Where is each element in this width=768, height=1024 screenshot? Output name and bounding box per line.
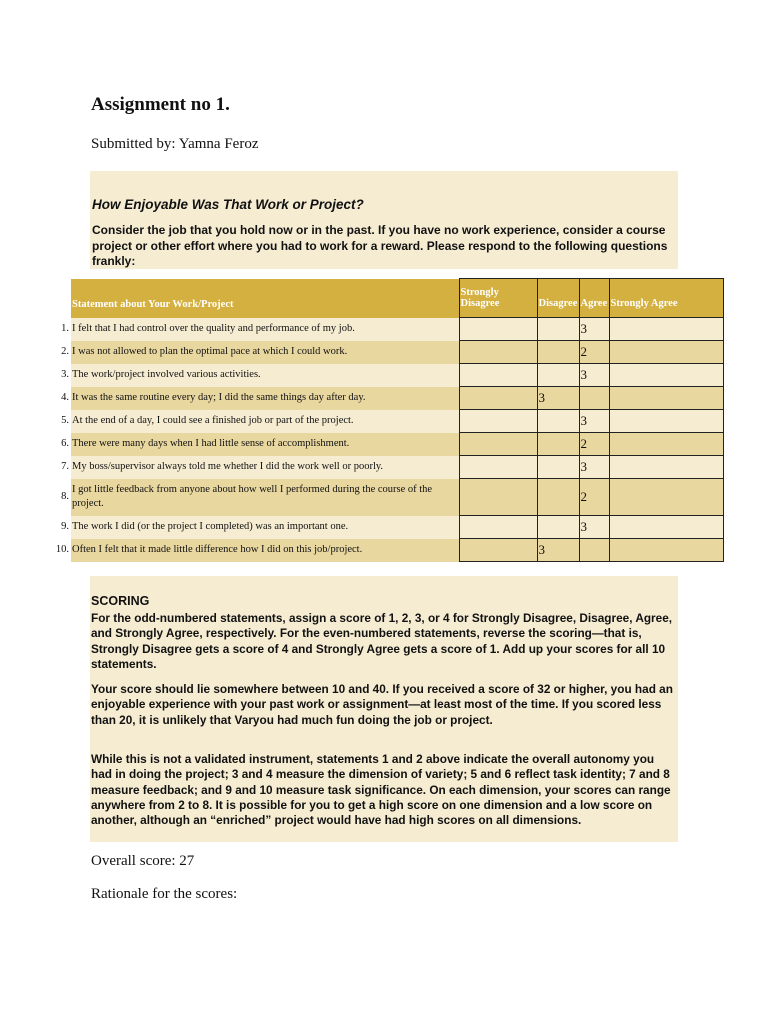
disagree-cell	[537, 433, 579, 456]
strongly-disagree-cell	[459, 479, 537, 516]
statement-text: I felt that I had control over the quality and performance of my job.	[72, 323, 355, 334]
agree-cell: 3	[579, 516, 609, 539]
disagree-cell	[537, 364, 579, 387]
statement-text: My boss/supervisor always told me whether I did the work well or poorly.	[72, 461, 384, 472]
statement-number: 4.	[61, 392, 69, 403]
statement-text: At the end of a day, I could see a finished job or part of the project.	[72, 415, 354, 426]
strongly-agree-cell	[609, 516, 723, 539]
statement-text: The work/project involved various activities.	[72, 369, 261, 380]
statement-text: There were many days when I had little sense of accomplishment.	[72, 438, 350, 449]
statement-number: 8.	[61, 491, 69, 502]
disagree-cell: 3	[537, 539, 579, 562]
strongly-disagree-cell	[459, 387, 537, 410]
statement-cell	[61, 410, 459, 433]
strongly-disagree-cell	[459, 410, 537, 433]
overall-score: Overall score: 27	[91, 853, 195, 869]
statement-cell	[61, 318, 459, 341]
strongly-agree-cell	[609, 341, 723, 364]
agree-cell: 3	[579, 410, 609, 433]
submitted-by: Submitted by: Yamna Feroz	[91, 136, 259, 152]
statement-number: 6.	[61, 438, 69, 449]
table-row	[71, 456, 723, 479]
column-header-strongly-agree: Strongly Agree	[609, 279, 723, 318]
table-row	[71, 341, 723, 364]
strongly-disagree-cell	[459, 433, 537, 456]
scoring-paragraph-3: While this is not a validated instrument, statements 1 and 2 above indicate the overall autonomy you had in doing the project; 3 and 4 measure the dimension of variety; 5 and 6 reflect task identity; 7 and 8 measure feedback; and 9 and 10 measure task significance. On each dimension, your scores can range anywhere from 2 to 8. It is possible for you to get a high score on one dimension and a low score on another, although an “enriched” project would have had high scores on all dimensions.	[91, 752, 671, 828]
table-row	[71, 318, 723, 341]
agree-cell	[579, 539, 609, 562]
table-row	[71, 387, 723, 410]
statement-text: I was not allowed to plan the optimal pace at which I could work.	[72, 346, 348, 357]
scoring-paragraph-2: Your score should lie somewhere between 10 and 40. If you received a score of 32 or higher, you had an enjoyable experience with your past work or assignment—at least most of the time. If you scored less than 20, it is unlikely that Varyou had much fun doing the job or project.	[91, 682, 673, 727]
table-row	[71, 479, 723, 516]
column-header-strongly-disagree: Strongly Disagree	[459, 279, 537, 318]
agree-cell: 2	[579, 479, 609, 516]
column-header-statement: Statement about Your Work/Project	[71, 279, 459, 318]
disagree-cell	[537, 410, 579, 433]
statement-number: 5.	[61, 415, 69, 426]
statement-text: Often I felt that it made little difference how I did on this job/project.	[72, 544, 363, 555]
statement-text: It was the same routine every day; I did the same things day after day.	[72, 392, 366, 403]
strongly-disagree-cell	[459, 516, 537, 539]
strongly-disagree-cell	[459, 364, 537, 387]
statement-cell	[55, 539, 459, 562]
agree-cell: 3	[579, 318, 609, 341]
strongly-agree-cell	[609, 318, 723, 341]
table-row	[71, 364, 723, 387]
strongly-agree-cell	[609, 433, 723, 456]
statement-cell	[61, 456, 459, 479]
agree-cell: 3	[579, 456, 609, 479]
strongly-disagree-cell	[459, 318, 537, 341]
survey-header-row	[71, 279, 723, 318]
statement-cell	[61, 387, 459, 410]
disagree-cell	[537, 341, 579, 364]
statement-number: 3.	[61, 369, 69, 380]
agree-cell	[579, 387, 609, 410]
statement-number: 1.	[61, 323, 69, 334]
strongly-agree-cell	[609, 387, 723, 410]
statement-cell	[61, 341, 459, 364]
disagree-cell	[537, 318, 579, 341]
statement-cell	[61, 479, 459, 516]
document-title: Assignment no 1.	[91, 94, 230, 115]
strongly-agree-cell	[609, 410, 723, 433]
statement-number: 7.	[61, 461, 69, 472]
strongly-agree-cell	[609, 479, 723, 516]
strongly-agree-cell	[609, 539, 723, 562]
table-row	[71, 516, 723, 539]
column-header-disagree: Disagree	[537, 279, 579, 318]
survey-heading: How Enjoyable Was That Work or Project?	[92, 197, 364, 212]
statement-number: 9.	[61, 521, 69, 532]
survey-table	[55, 278, 724, 562]
table-row	[71, 539, 723, 562]
disagree-cell: 3	[537, 387, 579, 410]
rationale-label: Rationale for the scores:	[91, 886, 238, 902]
statement-cell	[61, 516, 459, 539]
strongly-agree-cell	[609, 364, 723, 387]
column-header-agree: Agree	[579, 279, 609, 318]
scoring-heading: SCORING	[91, 594, 150, 608]
table-row	[71, 410, 723, 433]
statement-text: The work I did (or the project I completed) was an important one.	[72, 521, 349, 532]
disagree-cell	[537, 479, 579, 516]
statement-cell	[61, 433, 459, 456]
disagree-cell	[537, 456, 579, 479]
strongly-disagree-cell	[459, 456, 537, 479]
disagree-cell	[537, 516, 579, 539]
statement-text: I got little feedback from anyone about how well I performed during the course of the project.	[72, 484, 433, 509]
survey-instructions: Consider the job that you hold now or in the past. If you have no work experience, consider a course project or other effort where you had to work for a reward. Please respond to the following questions frankly:	[92, 223, 668, 268]
strongly-agree-cell	[609, 456, 723, 479]
statement-number: 10.	[55, 544, 69, 555]
statement-cell	[61, 364, 459, 387]
strongly-disagree-cell	[459, 539, 537, 562]
agree-cell: 3	[579, 364, 609, 387]
survey-intro-box	[90, 171, 678, 269]
statement-number: 2.	[61, 346, 69, 357]
strongly-disagree-cell	[459, 341, 537, 364]
scoring-paragraph-1: For the odd-numbered statements, assign a score of 1, 2, 3, or 4 for Strongly Disagree, Disagree, Agree, and Strongly Agree, respectively. For the even-numbered statements, reverse the scoring—that is, Strongly Disagree gets a score of 4 and Strongly Agree gets a score of 1. Add up your scores for all 10 statements.	[91, 611, 673, 671]
scoring-box	[90, 576, 678, 842]
agree-cell: 2	[579, 341, 609, 364]
table-row	[71, 433, 723, 456]
agree-cell: 2	[579, 433, 609, 456]
